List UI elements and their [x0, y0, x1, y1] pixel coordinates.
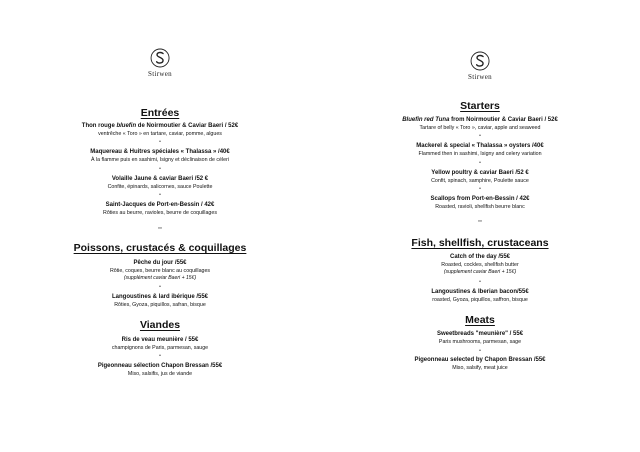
dish-note: (supplement caviar Baeri + 15€) — [443, 269, 517, 276]
dish-description: Tartare of belly « Toro », caviar, apple and seaweed — [419, 124, 541, 131]
dish-ris-de-veau — [0, 337, 320, 352]
dish-separator: • — [159, 353, 161, 359]
dish-separator: • — [479, 133, 481, 139]
dish-description: roasted, Gyoza, piquillos, saffron, bisque — [432, 296, 528, 303]
dish-description: champignons de Paris, parmesan, sauge — [111, 344, 209, 351]
dish-pigeonneau-en — [320, 357, 640, 372]
dish-name: Langoustines & lard ibérique /55€ — [111, 294, 209, 300]
dish-separator: • — [159, 192, 161, 198]
dish-langoustines — [0, 294, 320, 309]
dish-description: Roasted, ravioli, shellfish beurre blanc — [435, 203, 525, 210]
dish-name: Langoustines & Iberian bacon/55€ — [431, 289, 529, 295]
dish-name: Scallops from Port-en-Bessin / 42€ — [430, 196, 530, 202]
section-title-entrees: Entrées — [140, 107, 180, 119]
dish-name: Volaille Jaune & caviar Baeri /52 € — [111, 176, 209, 182]
dish-peche-du-jour — [0, 260, 320, 283]
dish-description: Roasted, cockles, shellfish butter — [441, 261, 519, 268]
dish-name: Pigeonneau sélection Chapon Bressan /55€ — [97, 363, 223, 369]
dish-mackerel — [320, 143, 640, 158]
dish-yellow-poultry — [320, 170, 640, 185]
dish-description: Miso, salsifis, jus de viande — [127, 370, 193, 377]
dish-pigeonneau — [0, 363, 320, 378]
dish-separator: • — [159, 166, 161, 172]
dish-separator: • — [479, 186, 481, 192]
dish-name: Bluefin red Tuna from Noirmoutier & Caviar Baeri / 52€ — [402, 117, 558, 123]
dish-description: Rôties, Gyoza, piquillos, safran, bisque — [114, 301, 206, 308]
dish-scallops — [320, 196, 640, 211]
dish-saint-jacques — [0, 202, 320, 217]
dish-description: Paris mushrooms, parmesan, sage — [438, 338, 522, 345]
dish-name: Ris de veau meunière / 55€ — [121, 337, 199, 343]
dish-maquereau — [0, 149, 320, 164]
brand-name: Stirwen — [468, 73, 492, 81]
section-title-viandes: Viandes — [139, 319, 181, 331]
dish-name: Yellow poultry & caviar Baeri /52 € — [431, 170, 529, 176]
dish-thon-rouge — [0, 123, 320, 138]
brand-logo — [468, 50, 492, 81]
dish-name: Saint-Jacques de Port-en-Bessin / 42€ — [105, 202, 215, 208]
dish-description: Confite, épinards, salicornes, sauce Poulette — [107, 183, 213, 190]
dish-name: Thon rouge bluefin de Noirmoutier & Caviar Baeri / 52€ — [81, 123, 239, 129]
section-title-fish: Fish, shellfish, crustaceans — [411, 237, 549, 249]
dish-sweetbreads — [320, 331, 640, 346]
dish-name: Pigeonneau selected by Chapon Bressan /55€ — [414, 357, 546, 363]
dish-name: Catch of the day /55€ — [449, 254, 511, 260]
dish-description: Rôtie, coques, beurre blanc au coquillages — [109, 267, 211, 274]
dish-description: À la flamme puis en sashimi, Isigny et déclinaison de céleri — [90, 156, 230, 163]
brand-name: Stirwen — [148, 70, 172, 78]
menu-column-english — [320, 0, 640, 452]
dish-name: Sweetbreads "meunière" / 55€ — [436, 331, 524, 337]
dish-separator: • — [159, 139, 161, 145]
dish-description: Confit, spinach, samphire, Poulette sauce — [431, 177, 529, 184]
dish-note: (supplément caviar Baeri + 15€) — [123, 275, 197, 282]
section-title-starters: Starters — [460, 100, 500, 112]
dish-catch-of-the-day — [320, 254, 640, 277]
brand-logo — [148, 47, 172, 78]
dish-name: Pêche du jour /55€ — [133, 260, 187, 266]
dish-description: Flammed then in sashimi, Isigny and celery variation — [418, 150, 542, 157]
stirwen-emblem-icon — [470, 50, 490, 72]
section-separator: ** — [158, 227, 162, 233]
dish-name: Maquereau & Huitres spéciales « Thalassa » /40€ — [90, 149, 230, 155]
dish-separator: • — [479, 348, 481, 354]
dish-separator: • — [479, 160, 481, 166]
section-title-meats: Meats — [465, 314, 495, 326]
dish-bluefin-tuna — [320, 117, 640, 132]
dish-separator: • — [479, 279, 481, 285]
section-separator: ** — [478, 220, 482, 226]
dish-description: Miso, salsify, meat juice — [452, 364, 508, 371]
dish-description: ventrêche « Toro » en tartare, caviar, pomme, algues — [98, 130, 222, 137]
dish-volaille — [0, 176, 320, 191]
dish-description: Rôties au beurre, ravioles, beurre de coquillages — [103, 209, 217, 216]
dish-langoustines-iberian — [320, 289, 640, 304]
dish-name: Mackerel & special « Thalassa » oysters /40€ — [416, 143, 544, 149]
section-title-poissons: Poissons, crustacés & coquillages — [73, 242, 247, 254]
dish-separator: • — [159, 284, 161, 290]
stirwen-emblem-icon — [150, 47, 170, 69]
